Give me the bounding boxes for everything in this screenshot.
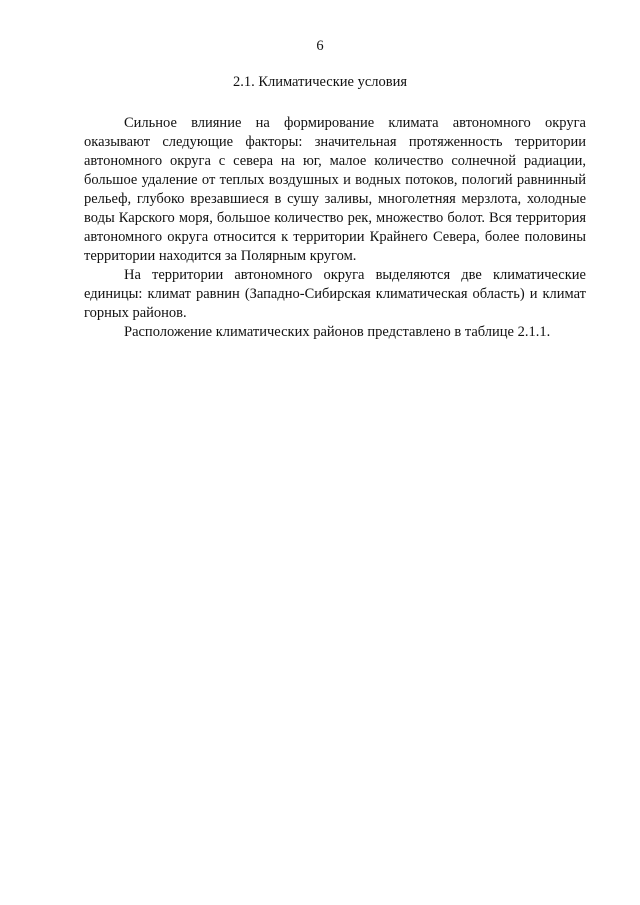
body-text (84, 114, 586, 342)
section-title: 2.1. Климатические условия (232, 74, 408, 90)
paragraph-climate-factors: Сильное влияние на формирование климата автономного округа оказывают следующие факторы: значительная протяженность территории автономного округа с севера на юг, малое количество солнечной радиации, большое удаление от теплых воздушных и водных потоков, пологий равнинный рельеф, глубоко врезавшиеся в сушу заливы, многолетняя мерзлота, холодные воды Карского моря, большое количество рек, множество болот. Вся территория автономного округа относится к территории Крайнего Севера, более половины территории находится за Полярным кругом. (84, 115, 586, 264)
page-number: 6 (316, 38, 324, 54)
paragraph-climate-units: На территории автономного округа выделяются две климатические единицы: климат равнин (Западно-Сибирская климатическая область) и климат горных районов. (84, 267, 586, 321)
paragraph-table-reference: Расположение климатических районов представлено в таблице 2.1.1. (124, 324, 551, 340)
